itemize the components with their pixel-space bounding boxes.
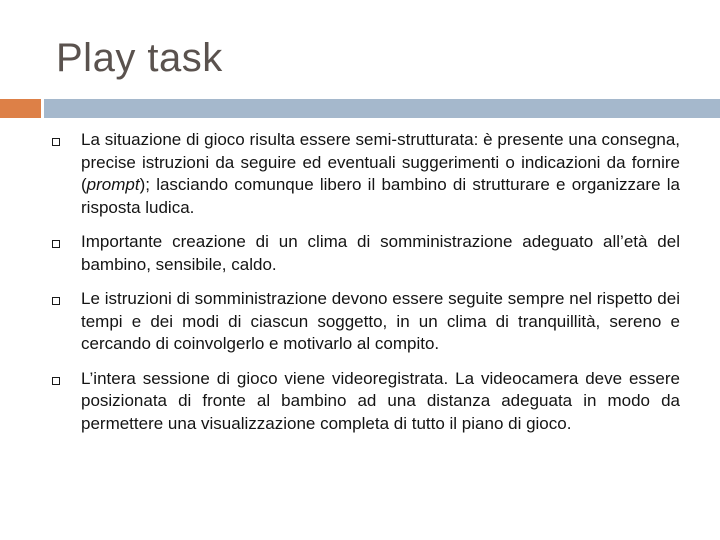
bullet-text: La situazione di gioco risulta essere semi-strutturata: è presente una consegna, precise istruzioni da seguire ed eventuali suggerimenti o indicazioni da fornire (prompt); lasciando comunque libero il bambino di strutturare e organizzare la risposta ludica. [81,130,680,217]
bullet-item [52,129,680,219]
emphasis-text: prompt [86,175,140,194]
bullet-item [52,368,680,436]
title-divider-bar [44,99,720,118]
square-bullet-icon [52,138,60,146]
bullet-text: L’intera sessione di gioco viene videoregistrata. La videocamera deve essere posizionata di fronte al bambino ad una distanza adeguata in modo da permettere una visualizzazione completa di tutto il piano di gioco. [81,368,680,433]
title-accent-bar [0,99,41,118]
bullet-item [52,288,680,356]
square-bullet-icon [52,240,60,248]
slide-title: Play task [56,36,223,80]
bullet-text: Le istruzioni di somministrazione devono essere seguite sempre nel rispetto dei tempi e dei modi di ciascun soggetto, in un clima di tranquillità, sereno e cercando di coinvolgerlo e motivarlo al compito. [81,289,680,353]
square-bullet-icon [52,377,60,385]
bullet-text: Importante creazione di un clima di somministrazione adeguato all’età del bambino, sensibile, caldo. [81,232,680,274]
square-bullet-icon [52,297,60,305]
bullet-list [52,129,680,447]
bullet-item [52,231,680,276]
